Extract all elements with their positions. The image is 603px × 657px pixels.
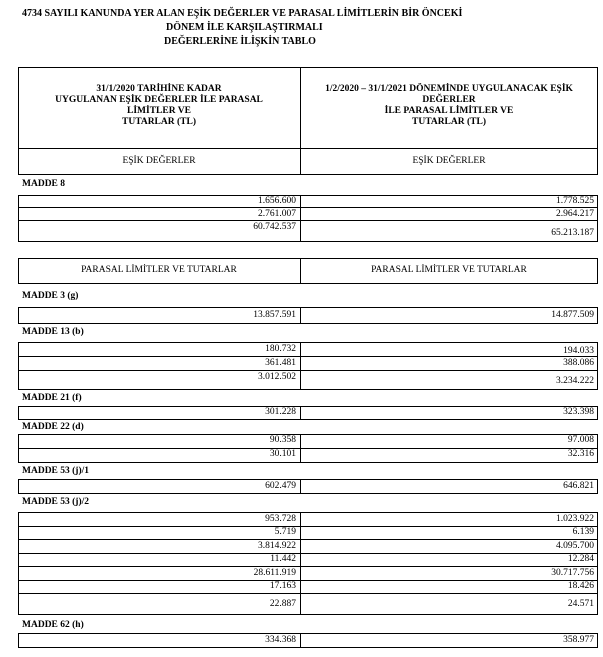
section-label-madde-22d: MADDE 22 (d) <box>22 422 84 432</box>
section-label-madde-8: MADDE 8 <box>22 179 66 189</box>
header-separator <box>18 148 598 149</box>
table-cell-new: 323.398 <box>563 407 594 417</box>
header-right-line3: İLE PARASAL LİMİTLER VE <box>384 106 514 116</box>
table-cell-old: 13.857.591 <box>253 310 296 320</box>
table-cell-new: 194.033 <box>563 346 594 356</box>
header-left-line3: LİMİTLER VE <box>127 106 191 116</box>
table-cell-new: 12.284 <box>567 554 594 564</box>
column-divider <box>300 307 301 324</box>
column-divider <box>300 258 301 284</box>
table-cell-new: 2.964.217 <box>556 209 594 219</box>
doc-title-line2: DÖNEM İLE KARŞILAŞTIRMALI <box>166 22 323 33</box>
table-cell-old: 60.742.537 <box>253 222 296 232</box>
header-left-line2: UYGULANAN EŞİK DEĞERLER İLE PARASAL <box>55 95 263 105</box>
table-cell-new: 97.008 <box>567 435 594 445</box>
header-right-line4: TUTARLAR (TL) <box>412 117 486 127</box>
column-divider <box>300 512 301 615</box>
table-cell-new: 18.426 <box>567 581 594 591</box>
esik-right-label: EŞİK DEĞERLER <box>412 156 486 166</box>
table-cell-new: 6.139 <box>572 527 594 537</box>
section-label-madde-13b: MADDE 13 (b) <box>22 327 84 337</box>
table-cell-new: 3.234.222 <box>556 376 594 386</box>
column-divider <box>300 342 301 390</box>
doc-title-line1: 4734 SAYILI KANUNDA YER ALAN EŞİK DEĞERLER VE PARASAL LİMİTLERİN BİR ÖNCEKİ <box>22 8 463 19</box>
table-cell-new: 388.086 <box>563 358 594 368</box>
header-divider <box>300 67 301 175</box>
header-right-line1: 1/2/2020 – 31/1/2021 DÖNEMİNDE UYGULANACAK EŞİK <box>325 84 573 94</box>
table-cell-new: 14.877.509 <box>551 310 594 320</box>
header-left-line1: 31/1/2020 TARİHİNE KADAR <box>96 84 222 94</box>
header-right <box>302 84 596 128</box>
doc-title-line3: DEĞERLERİNE İLİŞKİN TABLO <box>164 36 316 47</box>
row-divider <box>18 539 598 540</box>
table-cell-new: 4.095.700 <box>556 541 594 551</box>
table-cell-old: 5.719 <box>274 527 296 537</box>
column-divider <box>300 406 301 420</box>
column-divider <box>300 479 301 494</box>
row-divider <box>18 207 598 208</box>
table-cell-old: 361.481 <box>265 358 296 368</box>
table-cell-old: 953.728 <box>265 514 296 524</box>
table-cell-old: 28.611.919 <box>253 568 296 578</box>
column-divider <box>300 633 301 648</box>
table-cell-old: 11.442 <box>270 554 296 564</box>
table-cell-old: 3.012.502 <box>258 372 296 382</box>
row-divider <box>18 370 598 371</box>
table-cell-old: 30.101 <box>269 449 296 459</box>
section-label-madde-62h: MADDE 62 (h) <box>22 620 84 630</box>
section-label-madde-53j1: MADDE 53 (j)/1 <box>22 466 90 476</box>
table-cell-new: 32.316 <box>567 449 594 459</box>
esik-left-label: EŞİK DEĞERLER <box>122 156 196 166</box>
table-cell-new: 24.571 <box>567 599 594 609</box>
table-cell-old: 90.358 <box>269 435 296 445</box>
table-cell-old: 301.228 <box>265 407 296 417</box>
table-cell-old: 602.479 <box>265 481 296 491</box>
header-right-line2: DEĞERLER <box>422 95 476 105</box>
row-divider <box>18 566 598 567</box>
parasal-right-label: PARASAL LİMİTLER VE TUTARLAR <box>371 265 527 275</box>
row-divider <box>18 593 598 594</box>
table-cell-old: 17.163 <box>269 581 296 591</box>
header-left-line4: TUTARLAR (TL) <box>122 117 196 127</box>
table-cell-new: 1.023.922 <box>556 514 594 524</box>
table-cell-old: 1.656.600 <box>258 196 296 206</box>
table-cell-new: 646.821 <box>563 481 594 491</box>
table-cell-new: 1.778.525 <box>556 196 594 206</box>
parasal-left-label: PARASAL LİMİTLER VE TUTARLAR <box>81 265 237 275</box>
section-label-madde-53j2: MADDE 53 (j)/2 <box>22 497 90 507</box>
column-divider <box>300 195 301 242</box>
header-left <box>20 84 298 128</box>
table-cell-new: 65.213.187 <box>551 228 594 238</box>
table-cell-old: 3.814.922 <box>258 541 296 551</box>
table-cell-old: 2.761.007 <box>258 209 296 219</box>
table-cell-old: 180.732 <box>265 344 296 354</box>
section-label-madde-3g: MADDE 3 (g) <box>22 291 79 301</box>
table-cell-old: 22.887 <box>269 599 296 609</box>
table-cell-new: 30.717.756 <box>551 568 594 578</box>
table-cell-new: 358.977 <box>563 635 594 645</box>
table-cell-old: 334.368 <box>265 635 296 645</box>
row-divider <box>18 220 598 221</box>
section-label-madde-21f: MADDE 21 (f) <box>22 393 82 403</box>
